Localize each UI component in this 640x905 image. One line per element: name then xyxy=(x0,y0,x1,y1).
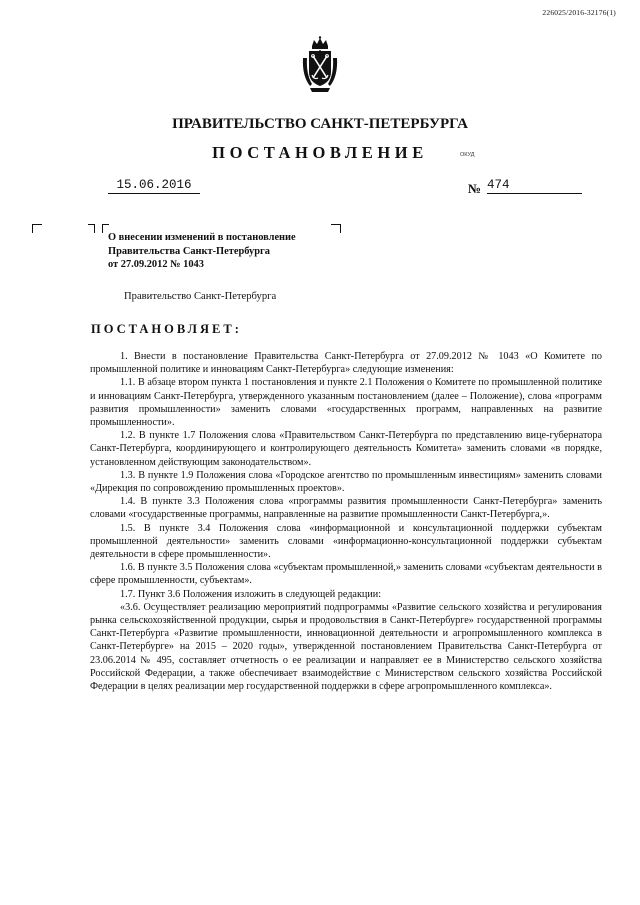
government-name: ПРАВИТЕЛЬСТВО САНКТ-ПЕТЕРБУРГА xyxy=(172,116,468,132)
decree-date: 15.06.2016 xyxy=(108,178,200,194)
paragraph-1-5: 1.5. В пункте 3.4 Положения слова «информационной и консультационной поддержки субъектам промышленной деятельности» заменить словами «информационно-консультационной поддержки субъектам деятельности в сфере промышленности». xyxy=(90,522,602,561)
corner-mark-left xyxy=(32,224,42,233)
paragraph-1-7: 1.7. Пункт 3.6 Положения изложить в следующей редакции: xyxy=(120,588,382,600)
issuing-authority: Правительство Санкт-Петербурга xyxy=(124,291,277,302)
decree-subject xyxy=(108,231,348,272)
paragraph-1-2: 1.2. В пункте 1.7 Положения слова «Правительством Санкт-Петербурга по представлению вице-губернатора Санкт-Петербурга, координирующего и контролирующего деятельность Комитета» заменить словами «в порядке, установленном действующим законодательством». xyxy=(90,430,602,468)
decree-body xyxy=(90,350,602,693)
paragraph-1: 1. Внести в постановление Правительства Санкт-Петербурга от 27.09.2012 № 1043 «О Комитете по промышленной политике и инновациям Санкт-Петербурга» следующие изменения: xyxy=(90,351,602,376)
paragraph-1-3: 1.3. В пункте 1.9 Положения слова «Городское агентство по промышленным инвестициям» заменить словами «Дирекция по сопровождению промышленных проектов». xyxy=(90,469,602,495)
subject-line: от 27.09.2012 № 1043 xyxy=(108,259,204,270)
decree-type-title: ПОСТАНОВЛЕНИЕ xyxy=(212,143,428,162)
paragraph-1-1: 1.1. В абзаце втором пункта 1 постановления и пункте 2.1 Положения о Комитете по промышленной политике и инновациям Санкт-Петербурга, утвержденного указанным постановлением (далее – Положение), слова «программ развития промышленности» заменить словами «государственных программ, направленных на развитие промышленности». xyxy=(90,377,602,429)
resolves-heading: ПОСТАНОВЛЯЕТ: xyxy=(91,322,242,336)
subject-line: Правительства Санкт-Петербурга xyxy=(108,245,270,257)
subject-line: О внесении изменений в постановление xyxy=(108,232,296,243)
okud-label: ОКУД xyxy=(460,152,475,158)
document-registration-code: 226025/2016-32176(1) xyxy=(542,8,616,17)
decree-number: 474 xyxy=(487,178,582,194)
paragraph-1-6: 1.6. В пункте 3.5 Положения слова «субъектам промышленной,» заменить словами «субъектам деятельности в сфере промышленности, субъектам». xyxy=(90,562,602,587)
number-sign: № xyxy=(468,181,482,196)
saint-petersburg-coat-of-arms-icon xyxy=(300,36,340,94)
paragraph-1-4: 1.4. В пункте 3.3 Положения слова «программы развития промышленности Санкт-Петербурга» заменить словами «государственные программы, направленные на развитие промышленности Санкт-Петербурга,». xyxy=(90,496,602,521)
paragraph-3-6-text: «3.6. Осуществляет реализацию мероприятий подпрограммы «Развитие сельского хозяйства и регулирования рынка сельскохозяйственной продукции, сырья и продовольствия в Санкт-Петербурге» государственной программы Санкт-Петербурга «Развитие промышленности, инновационной деятельности и агропромышленного комплекса в Санкт-Петербурге» на 2015 – 2020 годы», утвержденной постановлением Правительства Санкт-Петербурга от 23.06.2014 № 495, составляет отчетность о ее реализации и направляет ее в Министерство сельского хозяйства Российской Федерации, а также обеспечивает взаимодействие с Министерством сельского хозяйства Российской Федерации в целях реализации мер государственной поддержки в сфере агропромышленного комплекса». xyxy=(90,601,602,693)
corner-mark-left-end xyxy=(88,224,95,233)
